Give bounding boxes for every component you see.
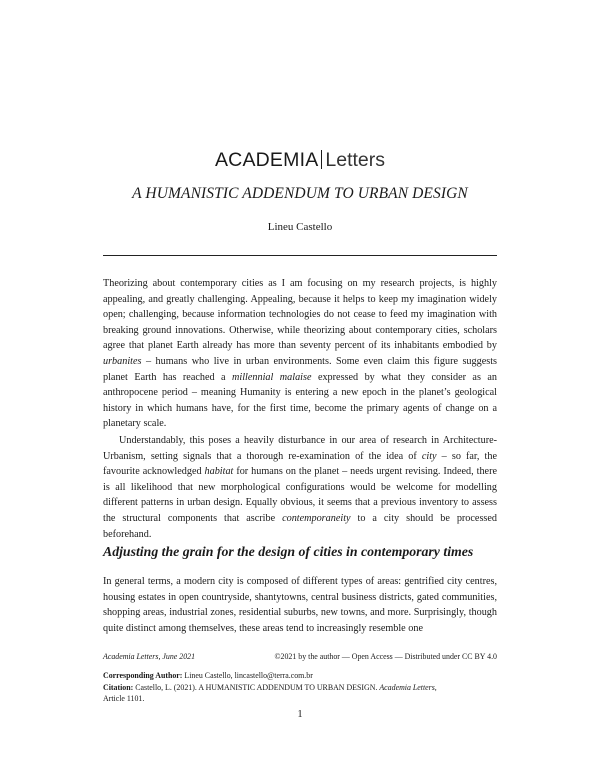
journal-date: Academia Letters, June 2021 [103, 652, 196, 661]
license-notice: ©2021 by the author — Open Access — Distributed under CC BY 4.0 [274, 652, 497, 661]
p3-text: In general terms, a modern city is composed of different types of areas: gentrified city centres, housing estates in open countryside, shantytowns, central business districts, gated communities, shopping areas, industrial zones, residential suburbs, new towns, and more. Surprisingly, though quite distinct among themselves, these areas tend to increasingly resemble one [103, 576, 497, 634]
letters-label: Letters [325, 149, 386, 171]
citation-label: Citation: [103, 682, 134, 692]
journal-brand [0, 148, 600, 173]
citation-journal: Academia Letters, [379, 682, 437, 692]
section-heading: Adjusting the grain for the design of cities in contemporary times [103, 544, 474, 559]
p2-text-d: to a city should be processed beforehand. [103, 512, 497, 540]
p2-text-a: Understandably, this poses a heavily disturbance in our area of research in Architecture-Urbanism, setting signals that a thorough re-examination of the idea of [103, 435, 497, 462]
article-author: Lineu Castello [267, 221, 333, 233]
brand-divider [321, 150, 322, 169]
corresponding-author-label: Corresponding Author: [103, 671, 183, 680]
academia-logo: ACADEMIA [214, 149, 319, 171]
header-rule [103, 255, 497, 256]
corresponding-author-line [103, 670, 497, 682]
citation-line [103, 682, 497, 694]
citation-article-line: Article 1101. [103, 694, 145, 704]
p2-term-city: city [421, 450, 437, 462]
paragraph-3 [103, 574, 497, 636]
p2-term-habitat: habitat [204, 466, 234, 478]
p1-text-b: – humans who live in urban environments. Some even claim this figure suggests planet Earth has reached a [103, 355, 497, 383]
footer-citation-block [103, 670, 497, 705]
p1-term-urbanites: urbanites [103, 355, 142, 367]
p2-text-c: for humans on the planet – needs urgent revising. Indeed, there is all likelihood that new morphological configurations would be welcome for modelling different patterns in urban design. Equally obvious, it seems that a previous inventory to assess the structural components that ascribe [103, 466, 497, 524]
page-number: 1 [297, 709, 303, 720]
p2-text-b: – so far, the favourite acknowledged [103, 450, 497, 478]
p1-text-c: expressed by what they consider as an anthropocene period – meaning Humanity is entering a new epoch in the planet’s geological history in which humans have, for the first time, become the primary agents of change on a planetary scale. [103, 371, 497, 430]
paragraph-2 [103, 433, 497, 542]
article-title: A HUMANISTIC ADDENDUM TO URBAN DESIGN [132, 185, 468, 202]
p1-term-millennial-malaise: millennial malaise [232, 371, 312, 383]
paragraph-1 [103, 276, 497, 432]
corresponding-author-value: Lineu Castello, lincastello@terra.com.br [184, 671, 313, 680]
citation-text: Castello, L. (2021). A HUMANISTIC ADDENDUM TO URBAN DESIGN. [135, 682, 378, 692]
p2-term-contemporaneity: contemporaneity [282, 512, 351, 524]
p1-text-a: Theorizing about contemporary cities as I am focusing on my research projects, is highly appealing, and greatly challenging. Appealing, because it helps to keep my imagination widely open; challenging, because information technologies do not cease to feed my imagination with breaking ground innovations. Otherwise, while theorizing about contemporary cities, scholars agree that planet Earth already has more than seventy percent of its inhabitants embodied by [103, 278, 497, 352]
